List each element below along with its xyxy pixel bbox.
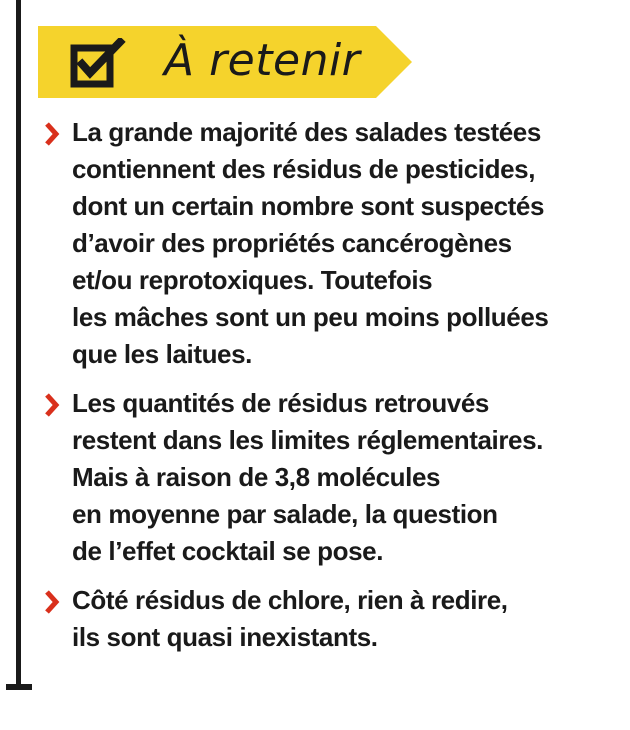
text-line: et/ou reprotoxiques. Toutefois: [72, 265, 433, 295]
text-line: Mais à raison de 3,8 molécules: [72, 462, 441, 492]
text-line: contiennent des résidus de pesticides,: [72, 154, 536, 184]
list-item-text: [72, 385, 624, 570]
chevron-right-icon: [44, 392, 60, 418]
text-line: Côté résidus de chlore, rien à redire,: [72, 585, 508, 615]
header-banner: [38, 26, 412, 98]
text-line: de l’effet cocktail se pose.: [72, 536, 384, 566]
checkbox-checked-icon: [70, 38, 126, 88]
text-line: que les laitues.: [72, 339, 253, 369]
list-item: [44, 582, 624, 656]
list-item-text: [72, 582, 624, 656]
text-line: La grande majorité des salades testées: [72, 117, 541, 147]
text-line: dont un certain nombre sont suspectés: [72, 191, 545, 221]
text-line: restent dans les limites réglementaires.: [72, 425, 543, 455]
text-line: ils sont quasi inexistants.: [72, 622, 378, 652]
list-item-text: [72, 114, 624, 373]
text-line: les mâches sont un peu moins polluées: [72, 302, 549, 332]
left-vertical-rule: [16, 0, 21, 690]
list-item: [44, 114, 624, 373]
key-points-list: [44, 114, 624, 668]
section-title: À retenir: [164, 35, 361, 86]
chevron-right-icon: [44, 121, 60, 147]
text-line: Les quantités de résidus retrouvés: [72, 388, 489, 418]
list-item: [44, 385, 624, 570]
chevron-right-icon: [44, 589, 60, 615]
text-line: en moyenne par salade, la question: [72, 499, 498, 529]
text-line: d’avoir des propriétés cancérogènes: [72, 228, 512, 258]
rule-end-cap: [6, 684, 32, 690]
